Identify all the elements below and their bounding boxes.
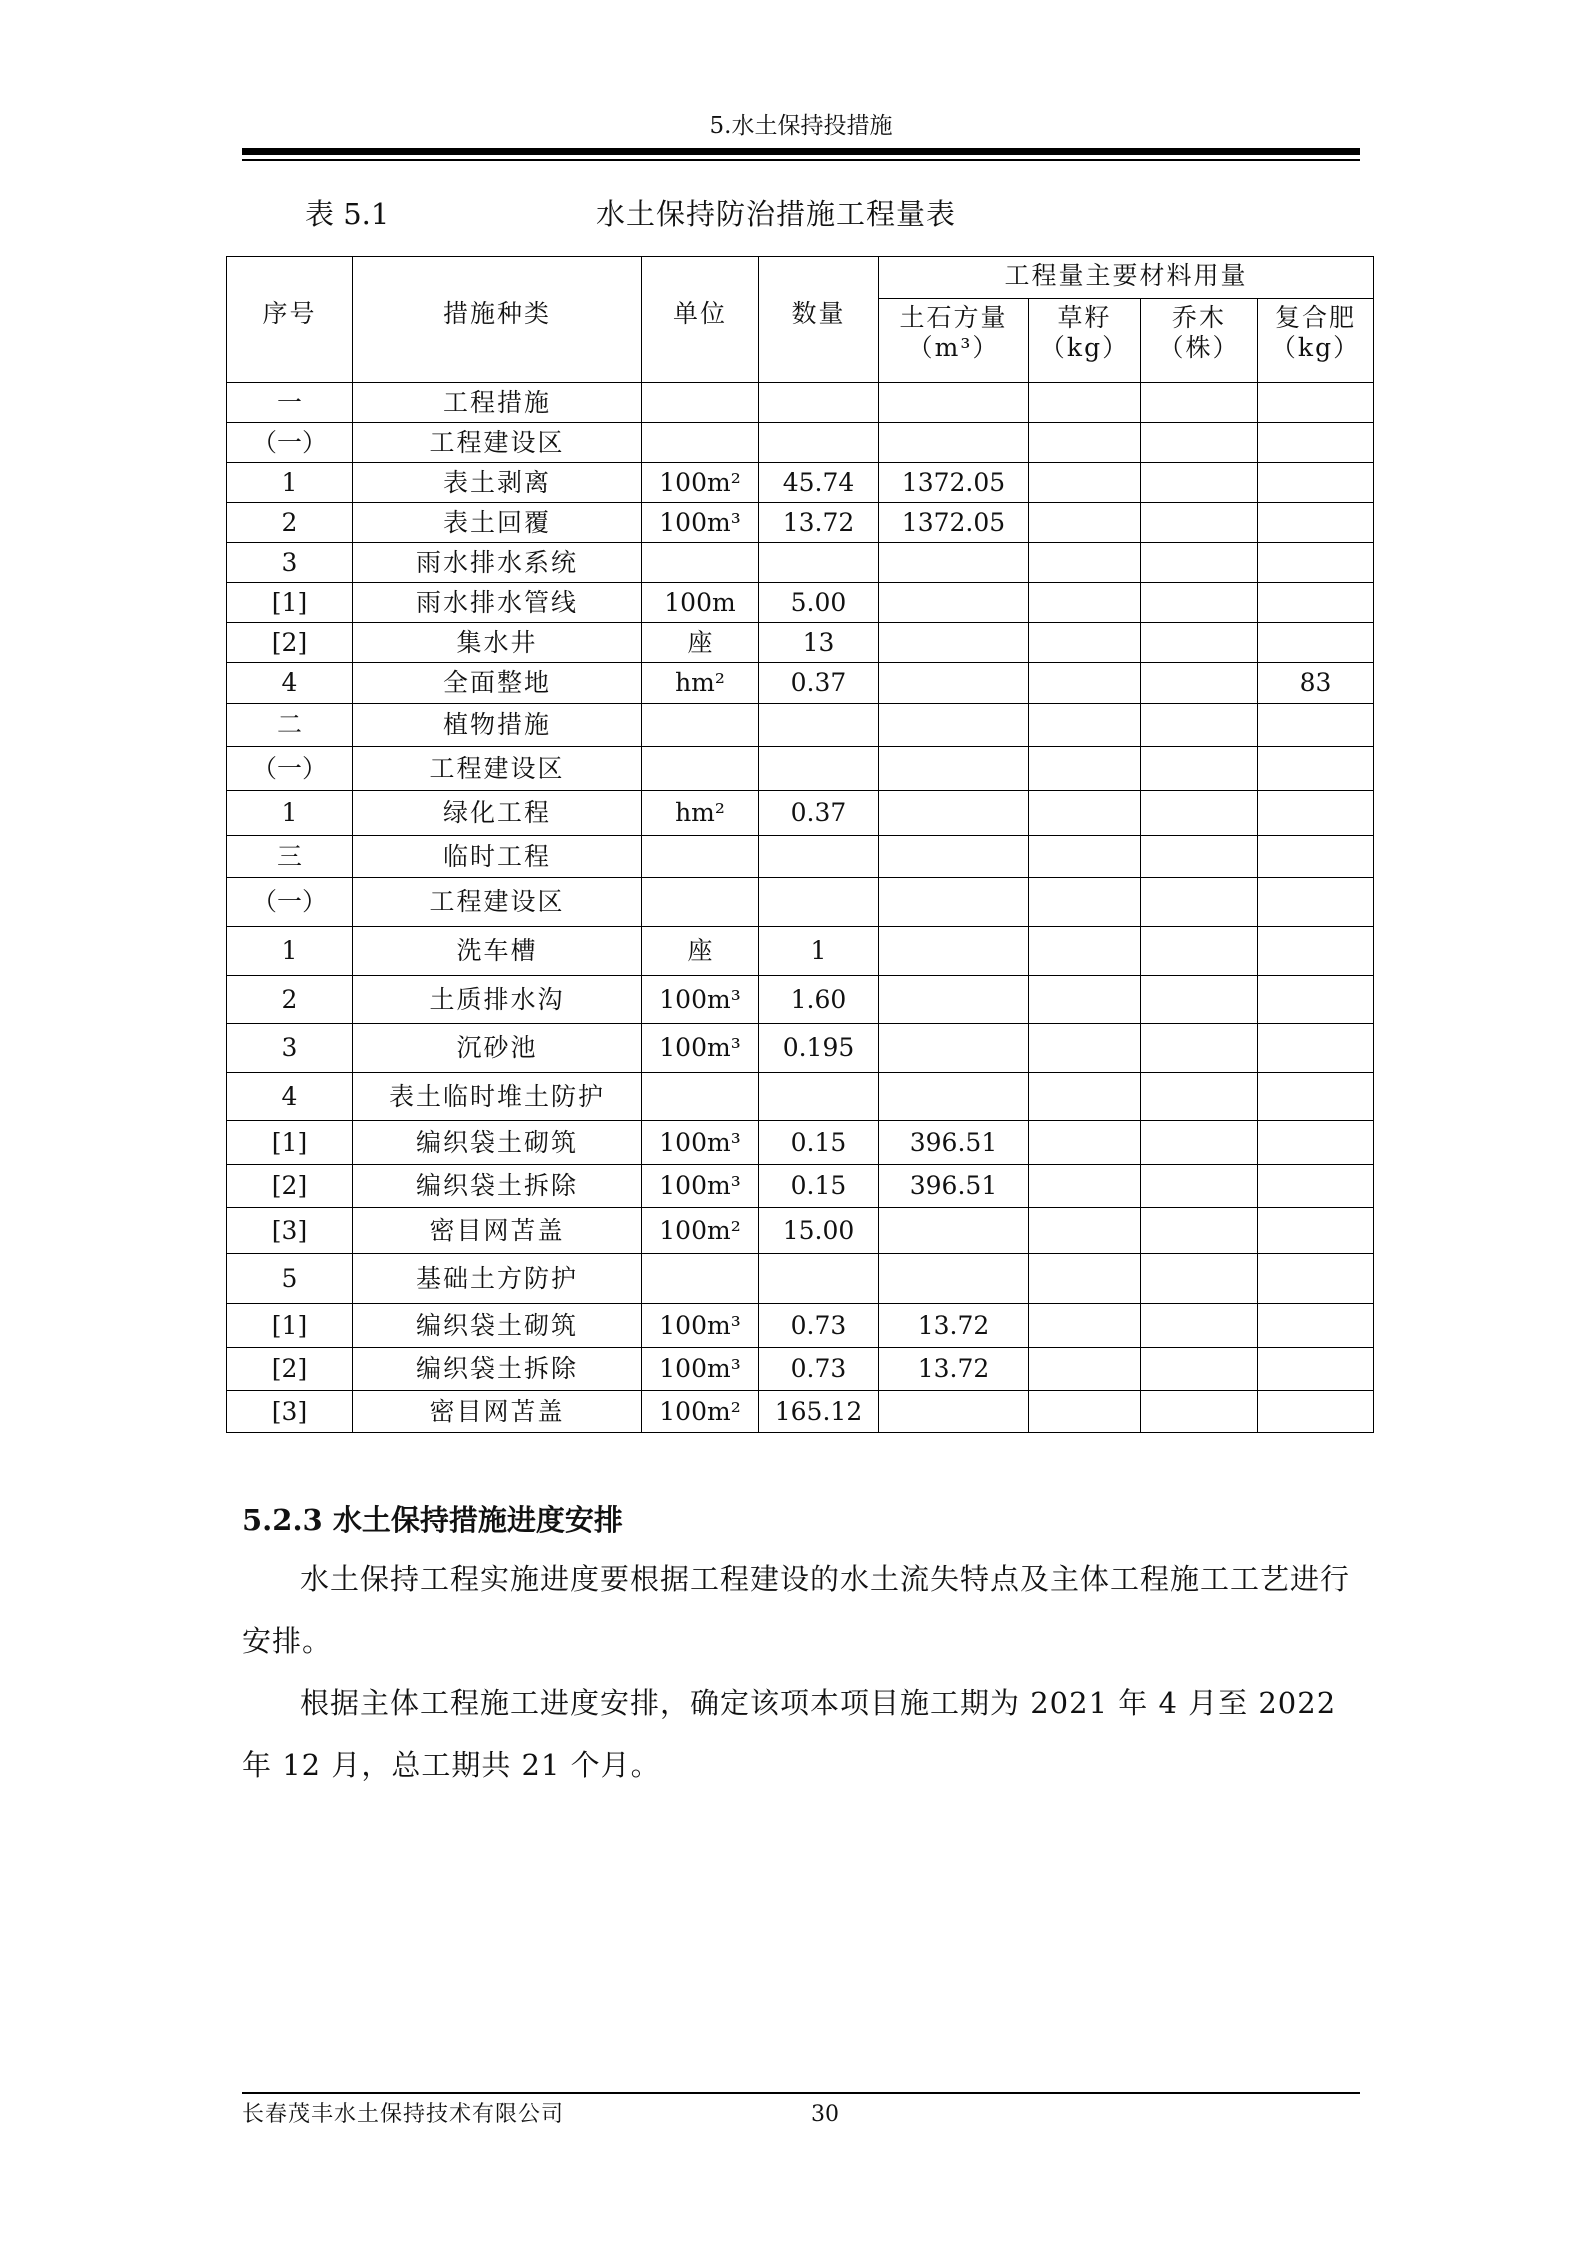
cell-name: 植物措施 <box>353 704 642 747</box>
table-row <box>227 583 1374 623</box>
cell-qty <box>759 1073 879 1121</box>
paragraph: 根据主体工程施工进度安排，确定该项本项目施工期为 2021 年 4 月至 2022 年 12 月，总工期共 21 个月。 <box>242 1686 1337 1782</box>
cell-fert <box>1258 423 1374 463</box>
cell-fert <box>1258 1208 1374 1254</box>
cell-name: 编织袋土拆除 <box>353 1348 642 1391</box>
cell-seed <box>1029 791 1141 836</box>
cell-tree <box>1141 747 1258 791</box>
cell-name: 工程措施 <box>353 383 642 423</box>
cell-unit: 100m³ <box>642 1165 759 1208</box>
cell-fert <box>1258 383 1374 423</box>
cell-seed <box>1029 583 1141 623</box>
cell-qty: 5.00 <box>759 583 879 623</box>
cell-qty <box>759 747 879 791</box>
cell-qty: 13.72 <box>759 503 879 543</box>
cell-tree <box>1141 1254 1258 1304</box>
cell-unit: 100m³ <box>642 976 759 1024</box>
table-row <box>227 878 1374 927</box>
cell-seq: [3] <box>227 1391 353 1433</box>
cell-seq: 5 <box>227 1254 353 1304</box>
table-row <box>227 976 1374 1024</box>
cell-name: 雨水排水管线 <box>353 583 642 623</box>
cell-unit: 100m³ <box>642 1121 759 1165</box>
cell-unit: 100m² <box>642 1391 759 1433</box>
table-row <box>227 1304 1374 1348</box>
cell-seq: 2 <box>227 976 353 1024</box>
cell-tree <box>1141 927 1258 976</box>
cell-name: 编织袋土砌筑 <box>353 1121 642 1165</box>
cell-seq: [1] <box>227 583 353 623</box>
cell-name: 集水井 <box>353 623 642 663</box>
cell-unit <box>642 543 759 583</box>
cell-fert <box>1258 463 1374 503</box>
cell-unit <box>642 423 759 463</box>
cell-fert <box>1258 1073 1374 1121</box>
cell-earth: 396.51 <box>879 1121 1029 1165</box>
cell-seq: 1 <box>227 463 353 503</box>
cell-tree <box>1141 583 1258 623</box>
cell-unit: 100m³ <box>642 1348 759 1391</box>
cell-earth <box>879 1024 1029 1073</box>
cell-tree <box>1141 423 1258 463</box>
cell-fert <box>1258 704 1374 747</box>
cell-name: 编织袋土拆除 <box>353 1165 642 1208</box>
cell-seed <box>1029 747 1141 791</box>
cell-qty: 0.73 <box>759 1304 879 1348</box>
cell-seed <box>1029 463 1141 503</box>
cell-earth <box>879 383 1029 423</box>
cell-name: 绿化工程 <box>353 791 642 836</box>
cell-qty <box>759 1254 879 1304</box>
cell-seed <box>1029 976 1141 1024</box>
table-number: 表 5.1 <box>305 197 390 231</box>
cell-seed <box>1029 878 1141 927</box>
paragraph: 水土保持工程实施进度要根据工程建设的水土流失特点及主体工程施工工艺进行安排。 <box>242 1562 1351 1658</box>
cell-unit <box>642 1073 759 1121</box>
cell-unit <box>642 878 759 927</box>
cell-tree <box>1141 543 1258 583</box>
cell-name: 雨水排水系统 <box>353 543 642 583</box>
table-row <box>227 1391 1374 1433</box>
footer-rule <box>242 2092 1360 2094</box>
cell-earth <box>879 976 1029 1024</box>
cell-unit: hm² <box>642 791 759 836</box>
cell-seq: [1] <box>227 1121 353 1165</box>
cell-name: 工程建设区 <box>353 878 642 927</box>
col-header-type: 措施种类 <box>353 257 642 383</box>
col-header-qty: 数量 <box>759 257 879 383</box>
cell-seq: [3] <box>227 1208 353 1254</box>
cell-earth <box>879 836 1029 878</box>
table-row <box>227 927 1374 976</box>
cell-qty <box>759 836 879 878</box>
col-header-unit: 单位 <box>642 257 759 383</box>
table-row <box>227 1348 1374 1391</box>
cell-seed <box>1029 1391 1141 1433</box>
cell-tree <box>1141 1348 1258 1391</box>
cell-earth: 1372.05 <box>879 503 1029 543</box>
cell-name: 表土回覆 <box>353 503 642 543</box>
cell-seed <box>1029 1073 1141 1121</box>
cell-fert <box>1258 583 1374 623</box>
cell-name: 工程建设区 <box>353 747 642 791</box>
cell-tree <box>1141 1165 1258 1208</box>
col-header-seq: 序号 <box>227 257 353 383</box>
cell-qty: 45.74 <box>759 463 879 503</box>
cell-qty <box>759 543 879 583</box>
cell-name: 表土临时堆土防护 <box>353 1073 642 1121</box>
cell-earth <box>879 423 1029 463</box>
cell-qty: 13 <box>759 623 879 663</box>
cell-seq: （一） <box>227 878 353 927</box>
cell-earth <box>879 878 1029 927</box>
cell-seed <box>1029 1121 1141 1165</box>
cell-fert <box>1258 1348 1374 1391</box>
cell-fert <box>1258 791 1374 836</box>
table-row <box>227 1073 1374 1121</box>
cell-qty: 0.15 <box>759 1121 879 1165</box>
table-row <box>227 623 1374 663</box>
footer-company: 长春茂丰水土保持技术有限公司 <box>242 2102 565 2127</box>
cell-fert <box>1258 1121 1374 1165</box>
col-header-earth: 土石方量 （m³） <box>879 299 1029 383</box>
cell-unit <box>642 747 759 791</box>
cell-unit: 座 <box>642 927 759 976</box>
cell-unit: 座 <box>642 623 759 663</box>
cell-seq: [2] <box>227 623 353 663</box>
cell-seed <box>1029 543 1141 583</box>
cell-seed <box>1029 423 1141 463</box>
cell-earth <box>879 1254 1029 1304</box>
cell-seq: [2] <box>227 1348 353 1391</box>
cell-seq: 4 <box>227 1073 353 1121</box>
col-header-fert: 复合肥 （kg） <box>1258 299 1374 383</box>
table-row <box>227 663 1374 704</box>
cell-name: 全面整地 <box>353 663 642 704</box>
cell-fert <box>1258 1024 1374 1073</box>
cell-qty: 15.00 <box>759 1208 879 1254</box>
col-header-tree: 乔木 （株） <box>1141 299 1258 383</box>
cell-seed <box>1029 503 1141 543</box>
cell-earth <box>879 747 1029 791</box>
cell-seq: （一） <box>227 747 353 791</box>
cell-earth <box>879 583 1029 623</box>
cell-seq: 1 <box>227 791 353 836</box>
cell-tree <box>1141 878 1258 927</box>
cell-seed <box>1029 704 1141 747</box>
cell-name: 基础土方防护 <box>353 1254 642 1304</box>
cell-qty: 0.73 <box>759 1348 879 1391</box>
cell-tree <box>1141 836 1258 878</box>
cell-seed <box>1029 1208 1141 1254</box>
cell-name: 临时工程 <box>353 836 642 878</box>
table-row <box>227 463 1374 503</box>
cell-unit: 100m <box>642 583 759 623</box>
section-heading: 5.2.3 水土保持措施进度安排 <box>242 1503 623 1537</box>
table-row <box>227 1121 1374 1165</box>
table-row <box>227 1208 1374 1254</box>
cell-name: 沉砂池 <box>353 1024 642 1073</box>
table-row <box>227 543 1374 583</box>
cell-seq: [2] <box>227 1165 353 1208</box>
cell-seq: 1 <box>227 927 353 976</box>
cell-name: 工程建设区 <box>353 423 642 463</box>
cell-fert <box>1258 1304 1374 1348</box>
cell-earth <box>879 543 1029 583</box>
cell-unit: 100m³ <box>642 503 759 543</box>
cell-seq: [1] <box>227 1304 353 1348</box>
cell-seed <box>1029 1348 1141 1391</box>
cell-seed <box>1029 663 1141 704</box>
table-title: 水土保持防治措施工程量表 <box>596 197 957 231</box>
cell-unit <box>642 704 759 747</box>
cell-qty: 1 <box>759 927 879 976</box>
col-header-seed: 草籽 （kg） <box>1029 299 1141 383</box>
cell-seed <box>1029 1165 1141 1208</box>
cell-seed <box>1029 1024 1141 1073</box>
cell-seed <box>1029 383 1141 423</box>
cell-fert <box>1258 503 1374 543</box>
cell-earth: 13.72 <box>879 1304 1029 1348</box>
cell-seed <box>1029 1304 1141 1348</box>
table-row <box>227 503 1374 543</box>
cell-earth <box>879 704 1029 747</box>
cell-tree <box>1141 1391 1258 1433</box>
cell-name: 密目网苫盖 <box>353 1391 642 1433</box>
page-number: 30 <box>811 2102 839 2127</box>
cell-seq: （一） <box>227 423 353 463</box>
cell-unit: 100m³ <box>642 1024 759 1073</box>
cell-tree <box>1141 663 1258 704</box>
cell-tree <box>1141 383 1258 423</box>
cell-earth <box>879 791 1029 836</box>
header-rule-thin <box>242 159 1360 161</box>
cell-qty <box>759 878 879 927</box>
cell-fert <box>1258 878 1374 927</box>
cell-seq: 3 <box>227 1024 353 1073</box>
table-row <box>227 423 1374 463</box>
col-header-material-group: 工程量主要材料用量 <box>879 257 1374 299</box>
measures-table <box>226 256 1374 1433</box>
cell-qty: 165.12 <box>759 1391 879 1433</box>
cell-tree <box>1141 463 1258 503</box>
cell-seq: 2 <box>227 503 353 543</box>
cell-tree <box>1141 791 1258 836</box>
cell-tree <box>1141 623 1258 663</box>
cell-unit <box>642 1254 759 1304</box>
cell-name: 编织袋土砌筑 <box>353 1304 642 1348</box>
cell-tree <box>1141 503 1258 543</box>
cell-earth: 13.72 <box>879 1348 1029 1391</box>
table-row <box>227 704 1374 747</box>
cell-qty <box>759 704 879 747</box>
table-row <box>227 1165 1374 1208</box>
cell-fert <box>1258 1165 1374 1208</box>
cell-fert <box>1258 1391 1374 1433</box>
cell-fert <box>1258 836 1374 878</box>
cell-seed <box>1029 1254 1141 1304</box>
cell-earth <box>879 1073 1029 1121</box>
cell-name: 密目网苫盖 <box>353 1208 642 1254</box>
cell-unit: hm² <box>642 663 759 704</box>
table-row <box>227 383 1374 423</box>
cell-tree <box>1141 1121 1258 1165</box>
cell-fert: 83 <box>1258 663 1374 704</box>
cell-seq: 3 <box>227 543 353 583</box>
cell-seed <box>1029 623 1141 663</box>
cell-unit: 100m² <box>642 1208 759 1254</box>
running-header: 5.水土保持投措施 <box>709 113 893 139</box>
table-row <box>227 791 1374 836</box>
cell-seq: 三 <box>227 836 353 878</box>
cell-qty: 1.60 <box>759 976 879 1024</box>
cell-tree <box>1141 704 1258 747</box>
cell-tree <box>1141 1208 1258 1254</box>
table-row <box>227 836 1374 878</box>
cell-fert <box>1258 747 1374 791</box>
table-row <box>227 747 1374 791</box>
cell-earth <box>879 1208 1029 1254</box>
cell-fert <box>1258 1254 1374 1304</box>
cell-qty <box>759 383 879 423</box>
cell-earth <box>879 663 1029 704</box>
cell-qty: 0.15 <box>759 1165 879 1208</box>
cell-qty: 0.37 <box>759 791 879 836</box>
cell-name: 洗车槽 <box>353 927 642 976</box>
cell-earth: 396.51 <box>879 1165 1029 1208</box>
cell-earth <box>879 623 1029 663</box>
cell-tree <box>1141 1073 1258 1121</box>
cell-fert <box>1258 976 1374 1024</box>
cell-earth: 1372.05 <box>879 463 1029 503</box>
cell-qty <box>759 423 879 463</box>
cell-unit <box>642 383 759 423</box>
cell-name: 土质排水沟 <box>353 976 642 1024</box>
cell-fert <box>1258 927 1374 976</box>
cell-unit: 100m² <box>642 463 759 503</box>
cell-seq: 一 <box>227 383 353 423</box>
cell-tree <box>1141 1304 1258 1348</box>
cell-fert <box>1258 543 1374 583</box>
cell-qty: 0.195 <box>759 1024 879 1073</box>
cell-tree <box>1141 976 1258 1024</box>
cell-name: 表土剥离 <box>353 463 642 503</box>
cell-fert <box>1258 623 1374 663</box>
cell-qty: 0.37 <box>759 663 879 704</box>
cell-unit <box>642 836 759 878</box>
cell-earth <box>879 1391 1029 1433</box>
table-row <box>227 1254 1374 1304</box>
cell-seq: 二 <box>227 704 353 747</box>
table-row <box>227 1024 1374 1073</box>
cell-earth <box>879 927 1029 976</box>
cell-tree <box>1141 1024 1258 1073</box>
cell-seq: 4 <box>227 663 353 704</box>
cell-seed <box>1029 927 1141 976</box>
cell-seed <box>1029 836 1141 878</box>
header-rule-thick <box>242 148 1360 155</box>
cell-unit: 100m³ <box>642 1304 759 1348</box>
